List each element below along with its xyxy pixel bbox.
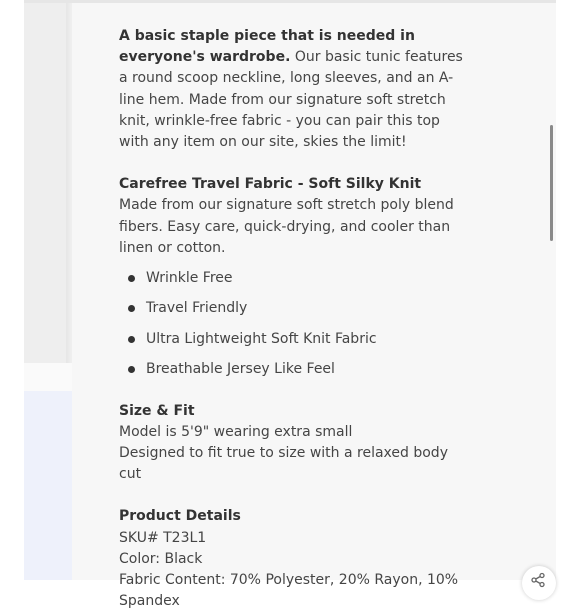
- fabric-text: Made from our signature soft stretch poly blend fibers. Easy care, quick-drying, and cooler than linen or cotton.: [119, 197, 454, 256]
- size-fit-title: Size & Fit: [119, 402, 195, 419]
- image-gap: [24, 363, 72, 391]
- list-item: [119, 354, 469, 384]
- bullet-icon: [128, 336, 135, 343]
- share-button[interactable]: [522, 566, 556, 600]
- bullet-icon: [128, 305, 135, 312]
- list-item: [119, 263, 469, 293]
- list-item: [119, 293, 469, 323]
- fabric-title: Carefree Travel Fabric - Soft Silky Knit: [119, 176, 422, 193]
- size-fit-line: Model is 5'9" wearing extra small: [119, 423, 353, 440]
- product-details-line: Fabric Content: 70% Polyester, 20% Rayon, 10% Spandex: [119, 572, 459, 610]
- product-details-line: SKU# T23L1: [119, 529, 207, 546]
- product-details-title: Product Details: [119, 508, 241, 525]
- description-content: [119, 26, 469, 612]
- list-item-label: Breathable Jersey Like Feel: [146, 361, 335, 378]
- top-divider: [24, 0, 556, 3]
- description-text: Our basic tunic features a round scoop neckline, long sleeves, and an A-line hem. Made from our signature soft stretch knit, wrinkle-free fabric - you can pair this top with any item on our site, skies the limit!: [119, 49, 463, 151]
- bullet-icon: [128, 366, 135, 373]
- list-item: [119, 324, 469, 354]
- list-item-label: Ultra Lightweight Soft Knit Fabric: [146, 330, 377, 347]
- list-item-label: Wrinkle Free: [146, 270, 233, 287]
- list-item-label: Travel Friendly: [146, 300, 248, 317]
- scrollbar-thumb[interactable]: [550, 125, 553, 241]
- product-description-panel: [24, 0, 556, 610]
- size-fit-line: Designed to fit true to size with a relaxed body cut: [119, 445, 448, 483]
- bullet-icon: [128, 275, 135, 282]
- product-image-thumbnail[interactable]: [24, 3, 72, 363]
- description-paragraph: [119, 26, 469, 153]
- description-lead: A basic staple piece that is needed in everyone's wardrobe.: [119, 28, 415, 66]
- fabric-feature-list: [119, 263, 469, 385]
- product-image-thumbnail-2[interactable]: [24, 391, 72, 580]
- product-details-line: Color: Black: [119, 550, 203, 567]
- share-icon: [530, 572, 546, 588]
